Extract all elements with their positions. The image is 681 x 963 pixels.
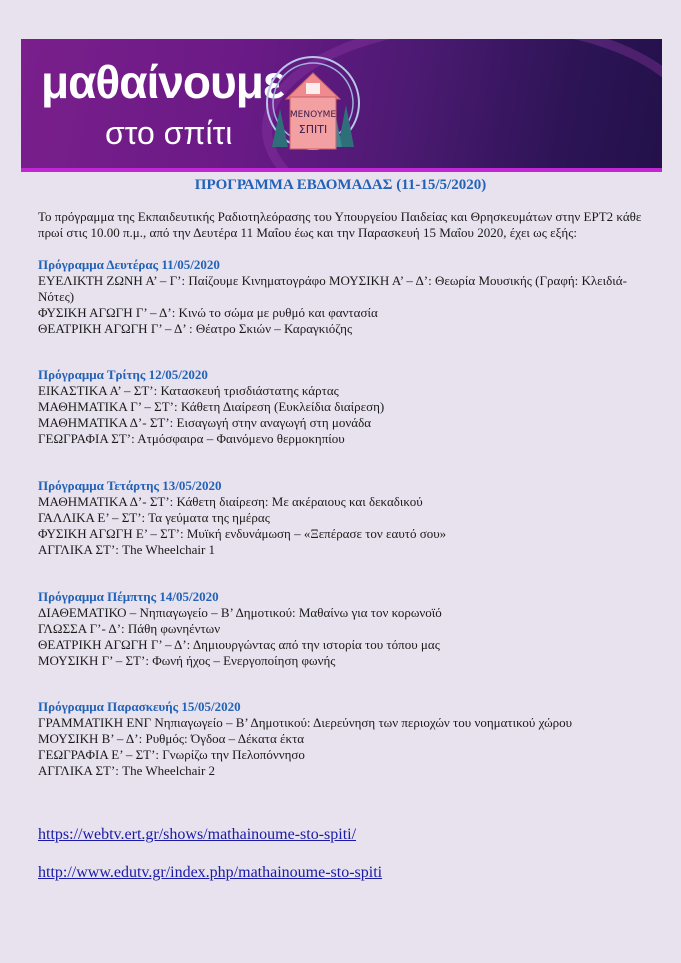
list-item: ΘΕΑΤΡΙΚΗ ΑΓΩΓΗ Γ’ – Δ’ : Θέατρο Σκιών – Καραγκιόζης	[38, 321, 353, 336]
edutv-link[interactable]: http://www.edutv.gr/index.php/mathainoume-sto-spiti	[38, 864, 383, 881]
logo-text-line2: ΣΠΙΤΙ	[298, 123, 328, 136]
list-item: ΓΕΩΓΡΑΦΙΑ ΣΤ’: Ατμόσφαιρα – Φαινόμενο θερμοκηπίου	[38, 431, 345, 446]
section-title: Πρόγραμμα Δευτέρας 11/05/2020	[38, 257, 220, 272]
list-item: ΜΑΘΗΜΑΤΙΚΑ Γ’ – ΣΤ’: Κάθετη Διαίρεση (Ευκλείδια διαίρεση)	[38, 399, 385, 414]
schedule-friday	[38, 699, 658, 779]
schedule-thursday	[38, 589, 658, 669]
list-item: ΑΓΓΛΙΚΑ ΣΤ’: The Wheelchair 2	[38, 763, 216, 778]
section-title: Πρόγραμμα Τετάρτης 13/05/2020	[38, 478, 222, 493]
list-item: ΘΕΑΤΡΙΚΗ ΑΓΩΓΗ Γ’ – Δ’: Δημιουργώντας από την ιστορία του τόπου μας	[38, 637, 440, 652]
section-title: Πρόγραμμα Τρίτης 12/05/2020	[38, 367, 208, 382]
banner-title-line1: μαθαίνουμε	[41, 56, 284, 108]
list-item: ΜΟΥΣΙΚΗ Γ’ – ΣΤ’: Φωνή ήχος – Ενεργοποίηση φωνής	[38, 653, 336, 668]
list-item: ΓΑΛΛΙΚΑ Ε’ – ΣΤ’: Τα γεύματα της ημέρας	[38, 510, 270, 525]
house-logo-icon	[264, 51, 362, 157]
schedule-tuesday	[38, 367, 658, 447]
list-item: ΔΙΑΘΕΜΑΤΙΚΟ – Νηπιαγωγείο – Β’ Δημοτικού: Μαθαίνω για τον κορωνοϊό	[38, 605, 442, 620]
schedule-monday	[38, 257, 658, 337]
list-item: ΕΙΚΑΣΤΙΚΑ Α’ – ΣΤ’: Κατασκευή τρισδιάστατης κάρτας	[38, 383, 339, 398]
list-item: ΜΑΘΗΜΑΤΙΚΑ Δ’- ΣΤ’: Εισαγωγή στην αναγωγή στη μονάδα	[38, 415, 372, 430]
list-item: ΓΡΑΜΜΑΤΙΚΗ ΕΝΓ Νηπιαγωγείο – Β’ Δημοτικού: Διερεύνηση των περιοχών του νοηματικού χώρου	[38, 715, 573, 730]
list-item: ΦΥΣΙΚΗ ΑΓΩΓΗ Ε’ – ΣΤ’: Μυϊκή ενδυνάμωση – «Ξεπέρασε τον εαυτό σου»	[38, 526, 447, 541]
schedule-wednesday	[38, 478, 658, 558]
logo-text-line1: ΜΕΝΟΥΜΕ	[289, 110, 337, 120]
banner-title-line2: στο σπίτι	[105, 115, 233, 151]
webtv-ert-link[interactable]: https://webtv.ert.gr/shows/mathainoume-sto-spiti/	[38, 826, 357, 843]
header-banner	[21, 39, 662, 172]
list-item: ΓΕΩΓΡΑΦΙΑ Ε’ – ΣΤ’: Γνωρίζω την Πελοπόννησο	[38, 747, 305, 762]
list-item: ΜΑΘΗΜΑΤΙΚΑ Δ’- ΣΤ’: Κάθετη διαίρεση: Με ακέραιους και δεκαδικού	[38, 494, 423, 509]
intro-paragraph: Το πρόγραμμα της Εκπαιδευτικής Ραδιοτηλεόρασης του Υπουργείου Παιδείας και Θρησκευμάτων στην ΕΡΤ2 κάθε πρωί στις 10.00 π.μ., από την Δευτέρα 11 Μαΐου έως και την Παρασκευή 15 Μαΐου 2020, έχει ως εξής:	[38, 209, 642, 240]
list-item: ΑΓΓΛΙΚΑ ΣΤ’: The Wheelchair 1	[38, 542, 216, 557]
list-item: ΓΛΩΣΣΑ Γ’- Δ’: Πάθη φωνηέντων	[38, 621, 221, 636]
section-title: Πρόγραμμα Πέμπτης 14/05/2020	[38, 589, 219, 604]
list-item: ΦΥΣΙΚΗ ΑΓΩΓΗ Γ’ – Δ’: Κινώ το σώμα με ρυθμό και φαντασία	[38, 305, 378, 320]
list-item: ΜΟΥΣΙΚΗ Β’ – Δ’: Ρυθμός: Όγδοα – Δέκατα έκτα	[38, 731, 305, 746]
section-title: Πρόγραμμα Παρασκευής 15/05/2020	[38, 699, 241, 714]
page-title: ΠΡΟΓΡΑΜΜΑ ΕΒΔΟΜΑΔΑΣ (11-15/5/2020)	[194, 177, 487, 193]
list-item: ΕΥΕΛΙΚΤΗ ΖΩΝΗ Α’ – Γ’: Παίζουμε Κινηματογράφο ΜΟΥΣΙΚΗ Α’ – Δ’: Θεωρία Μουσικής (Γραφή: Κλειδιά-Νότες)	[38, 273, 627, 304]
